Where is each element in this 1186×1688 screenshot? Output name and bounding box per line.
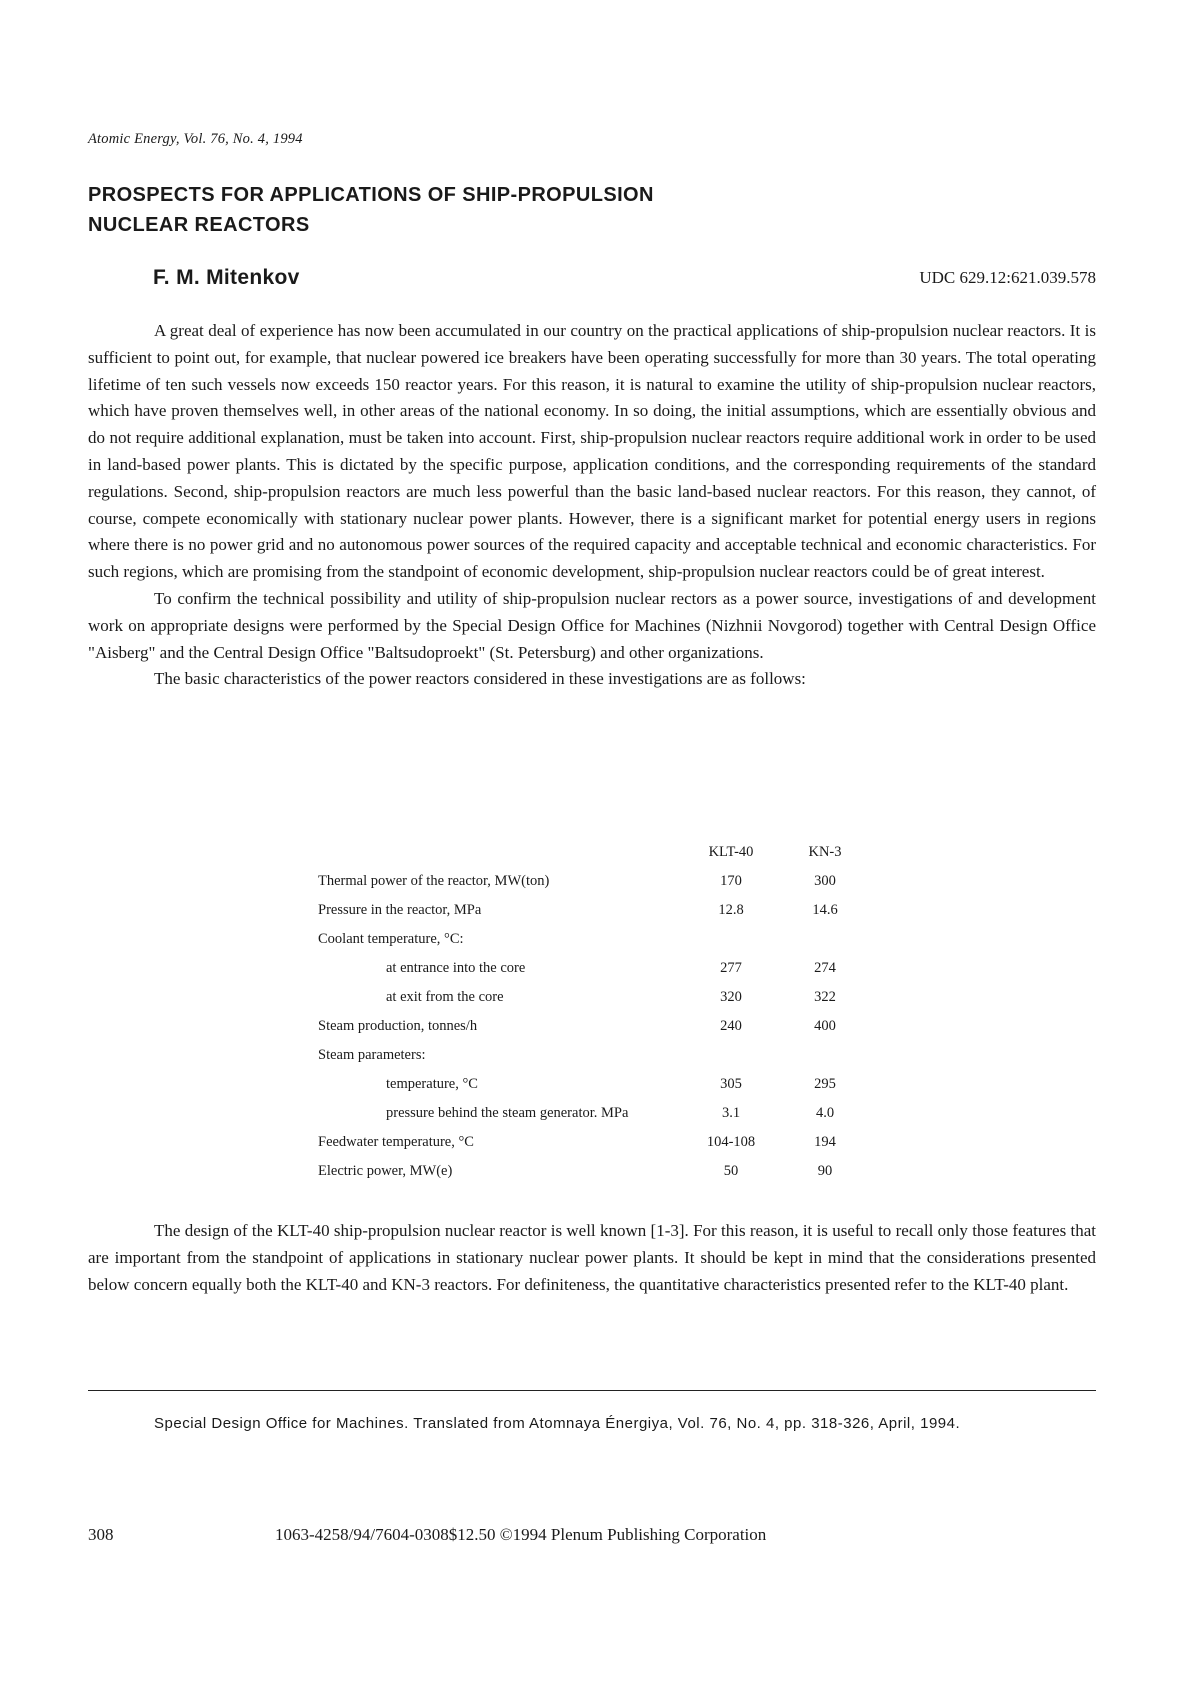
footnote: Special Design Office for Machines. Translated from Atomnaya Énergiya, Vol. 76, No. 4, pp. 318-326, April, 1994. [154, 1415, 961, 1432]
cell-kn3: 295 [814, 1076, 836, 1092]
cell-kn3: 322 [814, 989, 836, 1005]
cell-klt40: 50 [723, 1163, 739, 1179]
journal-citation: Atomic Energy, Vol. 76, No. 4, 1994 [88, 131, 303, 147]
table-row [318, 1012, 878, 1041]
cell-klt40: 170 [720, 873, 742, 889]
page-number: 308 [88, 1525, 114, 1544]
paragraph: A great deal of experience has now been accumulated in our country on the practical applications of ship-propulsion nuclear reactors. It is sufficient to point out, for example, that nuclear powered ice breakers have been operating successfully for more than 30 years. The total operating lifetime of ten such vessels now exceeds 150 reactor years. For this reason, it is natural to examine the utility of ship-propulsion nuclear reactors, which have proven themselves well, in other areas of the national economy. In so doing, the initial assumptions, which are essentially obvious and do not require additional explanation, must be taken into account. First, ship-propulsion nuclear reactors require additional work in order to be used in land-based power plants. This is dictated by the specific purpose, application conditions, and the corresponding requirements of the standard regulations. Second, ship-propulsion reactors are much less powerful than the basic land-based nuclear reactors. For this reason, they cannot, of course, compete economically with stationary nuclear power plants. However, there is a significant market for potential energy users in regions where there is no power grid and no autonomous power sources of the required capacity and acceptable technical and economic characteristics. For such regions, which are promising from the standpoint of economic development, ship-propulsion nuclear reactors could be of great interest. [88, 321, 1096, 582]
table-header-row [318, 838, 878, 867]
column-header-klt40: KLT-40 [708, 844, 754, 860]
row-label: Steam parameters: [318, 1047, 426, 1063]
table-row [318, 896, 878, 925]
cell-klt40: 12.8 [718, 902, 744, 918]
author-name: F. M. Mitenkov [153, 266, 300, 289]
cell-klt40: 277 [720, 960, 742, 976]
cell-kn3: 274 [814, 960, 836, 976]
cell-kn3: 400 [814, 1018, 836, 1034]
paragraph: To confirm the technical possibility and utility of ship-propulsion nuclear rectors as a power source, investigations of and development work on appropriate designs were performed by the Special Design Office for Machines (Nizhnii Novgorod) together with Central Design Office "Aisberg" and the Central Design Office "Baltsudoproekt" (St. Petersburg) and other organizations. [88, 588, 1096, 662]
cell-klt40: 320 [720, 989, 742, 1005]
cell-klt40: 305 [720, 1076, 742, 1092]
body-text [88, 1218, 1096, 1298]
cell-kn3: 14.6 [812, 902, 838, 918]
article-title [88, 180, 908, 240]
column-header-kn3: KN-3 [808, 844, 842, 860]
cell-klt40: 3.1 [721, 1105, 741, 1121]
table-row [318, 867, 878, 896]
body-text [88, 318, 1096, 693]
cell-klt40: 104-108 [706, 1134, 756, 1150]
row-label: at entrance into the core [386, 960, 526, 976]
article-title-line: PROSPECTS FOR APPLICATIONS OF SHIP-PROPULSION [88, 184, 654, 206]
row-label: Thermal power of the reactor, MW(ton) [318, 873, 550, 889]
reactor-characteristics-table [318, 838, 878, 1186]
table-row [318, 1157, 878, 1186]
table-row [318, 1041, 878, 1070]
row-label: Coolant temperature, °C: [318, 931, 464, 947]
row-label: Electric power, MW(e) [318, 1163, 453, 1179]
table-row [318, 983, 878, 1012]
table-row [318, 954, 878, 983]
cell-klt40: 240 [720, 1018, 742, 1034]
article-title-line: NUCLEAR REACTORS [88, 214, 310, 236]
row-label: temperature, °C [386, 1076, 478, 1092]
udc-code: UDC 629.12:621.039.578 [919, 268, 1096, 287]
table-row [318, 1070, 878, 1099]
paragraph: The basic characteristics of the power reactors considered in these investigations are as follows: [154, 669, 806, 689]
cell-kn3: 4.0 [815, 1105, 835, 1121]
table-row [318, 1128, 878, 1157]
row-label: Feedwater temperature, °C [318, 1134, 474, 1150]
paragraph: The design of the KLT-40 ship-propulsion nuclear reactor is well known [1-3]. For this reason, it is useful to recall only those features that are important from the standpoint of applications in stationary nuclear power plants. It should be kept in mind that the considerations presented below concern equally both the KLT-40 and KN-3 reactors. For definiteness, the quantitative characteristics presented refer to the KLT-40 plant. [88, 1221, 1096, 1294]
cell-kn3: 194 [814, 1134, 836, 1150]
table-row [318, 1099, 878, 1128]
table-row [318, 925, 878, 954]
row-label: Pressure in the reactor, MPa [318, 902, 482, 918]
row-label: at exit from the core [386, 989, 504, 1005]
cell-kn3: 300 [814, 873, 836, 889]
footnote-divider [88, 1390, 1096, 1391]
row-label: pressure behind the steam generator. MPa [386, 1105, 629, 1121]
row-label: Steam production, tonnes/h [318, 1018, 478, 1034]
cell-kn3: 90 [817, 1163, 833, 1179]
copyright-line: 1063-4258/94/7604-0308$12.50 ©1994 Plenum Publishing Corporation [275, 1525, 767, 1544]
